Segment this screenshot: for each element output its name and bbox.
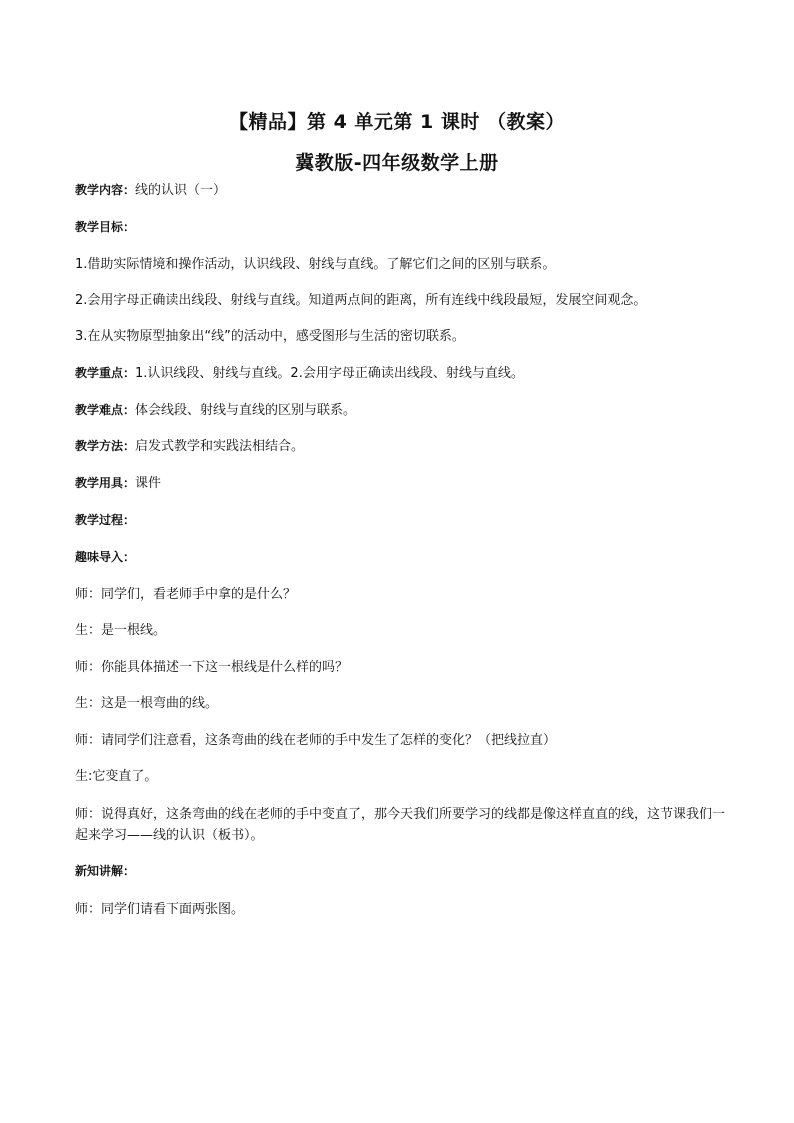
document-title: 【精品】第 4 单元第 1 课时 （教案）: [228, 111, 565, 133]
methods-value: 启发式教学和实践法相结合。: [135, 439, 305, 454]
process-heading: [75, 511, 725, 530]
methods-line: [75, 437, 725, 456]
dialogue-line: 生:它变直了。: [75, 769, 158, 784]
difficulties-line: [75, 401, 725, 420]
dialogue-line: 生：是一根线。: [75, 623, 167, 638]
intro-heading: [75, 548, 725, 567]
key-points-line: [75, 364, 725, 383]
tools-line: [75, 474, 725, 493]
objective-item: 3.在从实物原型抽象出“线”的活动中，感受图形与生活的密切联系。: [75, 329, 465, 344]
difficulties-label: 教学难点：: [75, 403, 136, 417]
key-points-label: 教学重点：: [75, 366, 136, 380]
new-knowledge-heading: [75, 862, 725, 881]
dialogue-line: 师：你能具体描述一下这一根线是什么样的吗？: [75, 660, 349, 675]
objective-item: 2.会用字母正确读出线段、射线与直线。知道两点间的距离，所有连线中线段最短，发展空间观念。: [75, 293, 647, 308]
dialogue-line: 师：说得真好，这条弯曲的线在老师的手中变直了，那今天我们所要学习的线都是像这样直直的线，这节课我们一起来学习——线的认识（板书）。: [75, 807, 726, 843]
tools-value: 课件: [135, 476, 162, 491]
teaching-content-line: [75, 181, 725, 200]
dialogue-line: 师：同学们请看下面两张图。: [75, 902, 245, 917]
methods-label: 教学方法：: [75, 439, 136, 453]
difficulties-value: 体会线段、射线与直线的区别与联系。: [135, 403, 357, 418]
teaching-objectives-heading: [75, 218, 725, 237]
process-label: 教学过程：: [75, 513, 136, 527]
objective-item: 1.借助实际情境和操作活动，认识线段、射线与直线。了解它们之间的区别与联系。: [75, 257, 556, 272]
document-subtitle: 冀教版-四年级数学上册: [295, 152, 499, 174]
key-points-value: 1.认识线段、射线与直线。2.会用字母正确读出线段、射线与直线。: [135, 366, 524, 381]
tools-label: 教学用具：: [75, 476, 136, 490]
dialogue-line: 师：请同学们注意看，这条弯曲的线在老师的手中发生了怎样的变化？（把线拉直）: [75, 733, 557, 748]
teaching-objectives-label: 教学目标：: [75, 220, 136, 234]
new-knowledge-label: 新知讲解：: [75, 864, 136, 878]
teaching-content-value: 线的认识（一）: [135, 183, 227, 198]
intro-label: 趣味导入：: [75, 550, 136, 564]
dialogue-line: 生：这是一根弯曲的线。: [75, 696, 219, 711]
dialogue-line: 师：同学们，看老师手中拿的是什么？: [75, 587, 297, 602]
teaching-content-label: 教学内容：: [75, 183, 136, 197]
